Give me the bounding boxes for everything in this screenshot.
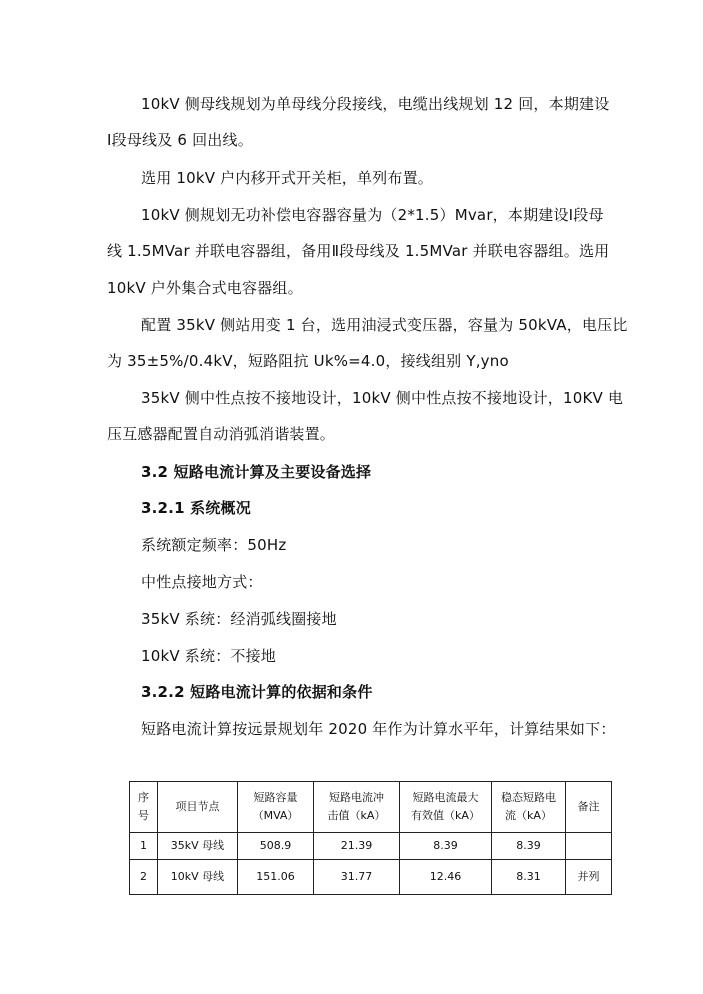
table-cell: 10kV 母线 (158, 860, 238, 895)
neutral-grounding-label: 中性点接地方式： (141, 573, 263, 591)
table-cell (566, 833, 612, 860)
table-cell: 2 (130, 860, 158, 895)
paragraph-line: 10kV 户外集合式电容器组。 (107, 279, 303, 297)
header-remark: 备注 (566, 782, 612, 833)
section-heading-3-2: 3.2 短路电流计算及主要设备选择 (141, 463, 372, 481)
paragraph-line: Ⅰ段母线及 6 回出线。 (107, 131, 253, 149)
paragraph-line: 配置 35kV 侧站用变 1 台，选用油浸式变压器，容量为 50kVA，电压比 (141, 316, 628, 334)
header-steady-current: 稳态短路电 流（kA） (492, 782, 566, 833)
table-header-row (130, 782, 612, 833)
paragraph-line: 线 1.5MVar 并联电容器组，备用Ⅱ段母线及 1.5MVar 并联电容器组。选用 (107, 242, 610, 260)
table-cell: 21.39 (314, 833, 400, 860)
system-35kv: 35kV 系统：经消弧线圈接地 (141, 610, 337, 628)
table-cell: 并列 (566, 860, 612, 895)
section-heading-3-2-2: 3.2.2 短路电流计算的依据和条件 (141, 683, 373, 701)
table-cell: 8.31 (492, 860, 566, 895)
table-cell: 31.77 (314, 860, 400, 895)
header-peak-current: 短路电流冲 击值（kA） (314, 782, 400, 833)
system-10kv: 10kV 系统：不接地 (141, 647, 277, 665)
paragraph-line: 压互感器配置自动消弧消谐装置。 (107, 425, 336, 443)
table-cell: 8.39 (492, 833, 566, 860)
paragraph-line: 为 35±5%/0.4kV，短路阻抗 Uk%=4.0，接线组别 Y,yno (107, 352, 509, 370)
short-circuit-results-table (129, 781, 612, 895)
paragraph-line: 35kV 侧中性点按不接地设计，10kV 侧中性点按不接地设计，10KV 电 (141, 389, 624, 407)
paragraph-line: 选用 10kV 户内移开式开关柜，单列布置。 (141, 169, 433, 187)
paragraph-line: 10kV 侧母线规划为单母线分段接线，电缆出线规划 12 回，本期建设 (141, 95, 610, 113)
header-capacity: 短路容量 （MVA） (238, 782, 314, 833)
table-cell: 12.46 (400, 860, 492, 895)
table-row (130, 860, 612, 895)
table-cell: 8.39 (400, 833, 492, 860)
system-frequency: 系统额定频率：50Hz (141, 536, 287, 554)
paragraph-line: 10kV 侧规划无功补偿电容器容量为（2*1.5）Mvar，本期建设Ⅰ段母 (141, 206, 604, 224)
header-node: 项目节点 (158, 782, 238, 833)
table-row (130, 833, 612, 860)
table-cell: 151.06 (238, 860, 314, 895)
section-heading-3-2-1: 3.2.1 系统概况 (141, 499, 251, 517)
table-cell: 35kV 母线 (158, 833, 238, 860)
header-index: 序 号 (130, 782, 158, 833)
table-cell: 1 (130, 833, 158, 860)
table-cell: 508.9 (238, 833, 314, 860)
header-max-rms-current: 短路电流最大 有效值（kA） (400, 782, 492, 833)
calc-intro: 短路电流计算按远景规划年 2020 年作为计算水平年，计算结果如下： (141, 720, 616, 738)
